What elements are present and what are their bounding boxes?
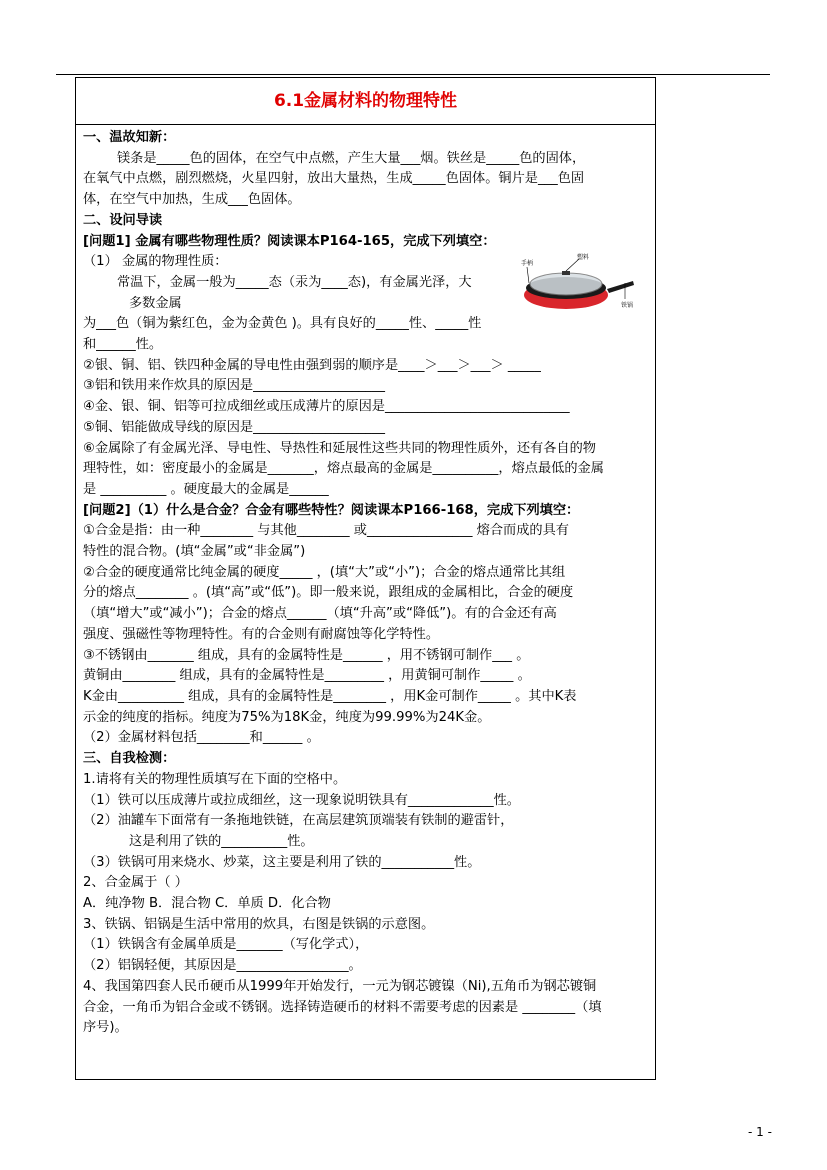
text-line: （1）铁可以压成薄片或拉成细丝，这一现象说明铁具有_____________性。 xyxy=(83,792,520,808)
text-line: 3、铁锅、铝锅是生活中常用的炊具，右图是铁锅的示意图。 xyxy=(83,916,435,932)
text-line: （填“增大”或“减小”)；合金的熔点______（填“升高”或“降低”)。有的合金还有高 xyxy=(83,606,557,622)
text-line: 示金的纯度的指标。纯度为75%为18K金，纯度为99.99%为24K金。 xyxy=(83,709,491,725)
frying-pan-figure xyxy=(521,253,636,318)
text-line: （2）铝锅轻便，其原因是_________________。 xyxy=(83,958,362,974)
text-line: 4、我国第四套人民币硬币从1999年开始发行，一元为钢芯镀镍（Ni),五角币为钢芯镀铜 xyxy=(83,978,597,994)
text-line: ①合金是指：由一种________ 与其他________ 或________________ 熔合而成的具有 xyxy=(83,523,569,539)
text-line: 合金，一角币为铝合金或不锈钢。选择铸造硬币的材料不需要考虑的因素是 ________（填 xyxy=(83,999,602,1015)
text-line: 黄铜由________ 组成，具有的金属特性是_________ ，用黄铜可制作_____ 。 xyxy=(83,668,531,684)
text-line: 1.请将有关的物理性质填写在下面的空格中。 xyxy=(83,771,347,787)
text-line: 为___色（铜为紫红色，金为金黄色 )。具有良好的_____性、_____性 xyxy=(83,316,482,332)
text-line: 序号)。 xyxy=(83,1020,128,1036)
text-line: 这是利用了铁的__________性。 xyxy=(129,833,314,849)
text-line: 镁条是_____色的固体，在空气中点燃，产生大量___烟。铁丝是_____色的固体， xyxy=(117,150,586,166)
question-heading: [问题2]（1）什么是合金？合金有哪些特性？阅读课本P166-168，完成下列填空： xyxy=(83,502,580,518)
text-line: （2）油罐车下面常有一条拖地铁链，在高层建筑顶端装有铁制的避雷针， xyxy=(83,813,514,829)
page-title: 6.1金属材料的物理特性 xyxy=(76,78,655,125)
text-line: ②银、铜、铝、铁四种金属的导电性由强到弱的顺序是____＞___＞___＞ _____ xyxy=(83,357,541,373)
section-heading: 三、自我检测： xyxy=(83,751,176,767)
text-line: ④金、银、铜、铝等可拉成细丝或压成薄片的原因是____________________________ xyxy=(83,399,570,415)
section-heading: 一、温故知新： xyxy=(83,130,176,145)
text-line: （3）铁锅可用来烧水、炒菜，这主要是利用了铁的___________性。 xyxy=(83,854,481,870)
text-line: 分的熔点________ 。(填“高”或“低”)。即一般来说，跟组成的金属相比，合金的硬度 xyxy=(83,585,574,601)
worksheet-table xyxy=(75,77,656,1080)
label-body: 铁锅 xyxy=(621,302,634,309)
pan-lid xyxy=(530,273,602,295)
text-line: 常温下，金属一般为_____态（汞为____态)，有金属光泽，大 xyxy=(117,274,472,290)
pan-handle xyxy=(607,281,634,293)
text-line: ③不锈钢由_______ 组成，具有的金属特性是______ ，用不锈钢可制作___ 。 xyxy=(83,647,530,663)
text-line: 理特性，如：密度最小的金属是_______，熔点最高的金属是__________，熔点最低的金属 xyxy=(83,461,604,477)
text-line: （1） 金属的物理性质： xyxy=(83,254,228,270)
lid-knob xyxy=(562,271,570,275)
text-line: ⑥金属除了有金属光泽、导电性、导热性和延展性这些共同的物理性质外，还有各自的物 xyxy=(83,440,596,456)
text-line: （1）铁锅含有金属单质是_______（写化学式）， xyxy=(83,937,369,953)
question-heading: [问题1] 金属有哪些物理性质？阅读课本P164-165，完成下列填空： xyxy=(83,233,496,249)
text-line: ③铝和铁用来作炊具的原因是____________________ xyxy=(83,378,385,394)
text-line: ②合金的硬度通常比纯金属的硬度_____ ，(填“大”或“小”)；合金的熔点通常比其组 xyxy=(83,564,566,580)
section-heading: 二、设问导读 xyxy=(83,212,163,228)
label-lid: 塑料 xyxy=(577,254,590,261)
text-line: 多数金属 xyxy=(129,295,182,311)
text-line: 2、合金属于（ ） xyxy=(83,875,188,891)
text-line: A．纯净物 B．混合物 C．单质 D．化合物 xyxy=(83,896,331,912)
text-line: 特性的混合物。(填“金属”或“非金属”) xyxy=(83,544,306,560)
text-line: 在氧气中点燃，剧烈燃烧，火星四射，放出大量热，生成_____色固体。铜片是___色固 xyxy=(83,171,585,187)
text-line: K金由__________ 组成，具有的金属特性是________ ，用K金可制作_____ 。其中K表 xyxy=(83,688,577,704)
text-line: 和______性。 xyxy=(83,337,163,353)
text-line: 是 __________ 。硬度最大的金属是______ xyxy=(83,481,329,497)
label-handle: 手柄 xyxy=(521,260,534,267)
text-line: （2）金属材料包括________和______ 。 xyxy=(83,730,320,746)
text-line: 体，在空气中加热，生成___色固体。 xyxy=(83,192,301,208)
text-line: ⑤铜、铝能做成导线的原因是____________________ xyxy=(83,419,385,435)
page-number: - 1 - xyxy=(748,1125,772,1139)
header-rule xyxy=(56,74,770,75)
text-line: 强度、强磁性等物理特性。有的合金则有耐腐蚀等化学特性。 xyxy=(83,626,440,642)
